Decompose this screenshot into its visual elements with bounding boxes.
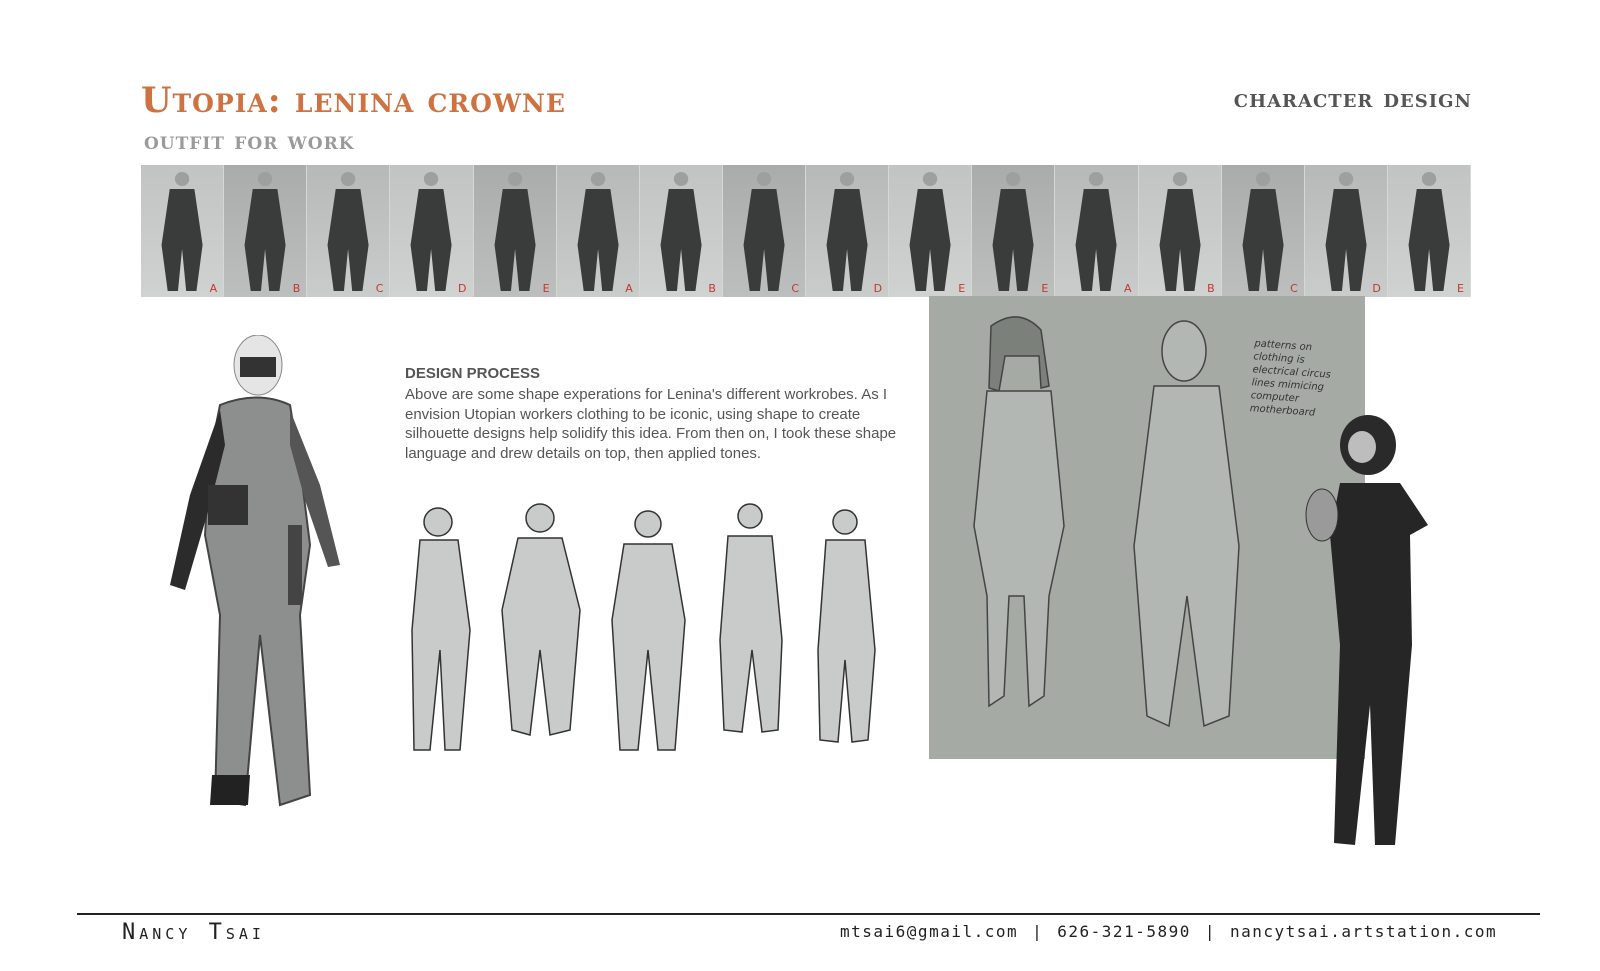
thumbnail	[806, 165, 889, 297]
silhouette	[1222, 165, 1304, 297]
sketch-figure-4	[720, 504, 782, 732]
panel-figure-hooded	[974, 317, 1064, 706]
silhouette	[141, 165, 223, 297]
silhouette	[972, 165, 1054, 297]
thumbnail-letter: A	[625, 282, 633, 295]
thumbnail-letter: A	[1123, 282, 1132, 295]
silhouette	[390, 165, 472, 297]
sketch-figure-3	[612, 511, 685, 750]
thumbnail	[889, 165, 972, 297]
silhouette	[1305, 165, 1387, 297]
thumbnail	[141, 165, 224, 297]
thumbnail	[972, 165, 1055, 297]
sketch-figure-5	[818, 510, 875, 742]
thumbnail	[390, 165, 473, 297]
thumbnail	[224, 165, 307, 297]
thumbnail-letter: B	[1207, 282, 1215, 295]
author-name: Nancy Tsai	[122, 920, 265, 945]
sketch-figure-1	[412, 508, 470, 750]
contact-line	[840, 922, 1500, 941]
silhouette	[1139, 165, 1221, 297]
silhouette	[806, 165, 888, 297]
silhouette	[557, 165, 639, 297]
figure-dark-right	[1300, 405, 1440, 850]
thumbnail	[1222, 165, 1305, 297]
thumbnail	[307, 165, 390, 297]
thumbnail-letter: D	[873, 282, 883, 295]
thumbnail-letter: C	[1290, 282, 1298, 295]
silhouette	[640, 165, 722, 297]
phone-number: 626-321-5890	[1057, 922, 1191, 941]
handwritten-note: patterns on clothing is electrical circus lines mimicing computer motherboard	[1249, 338, 1332, 419]
thumbnail	[640, 165, 723, 297]
website-link[interactable]: nancytsai.artstation.com	[1230, 922, 1498, 941]
silhouette	[1388, 165, 1470, 297]
thumbnail	[1139, 165, 1222, 297]
thumbnail	[723, 165, 806, 297]
thumbnail	[1305, 165, 1388, 297]
thumbnail	[557, 165, 640, 297]
silhouette	[723, 165, 805, 297]
thumbnail-letter: E	[958, 282, 966, 295]
thumbnail-letter: D	[1372, 282, 1381, 295]
sketch-figure-2	[502, 504, 580, 735]
footer-divider	[77, 913, 1540, 915]
thumbnail-letter: E	[1457, 282, 1464, 295]
figure-large-left	[150, 335, 370, 835]
thumbnail	[1388, 165, 1471, 297]
design-process-heading: DESIGN PROCESS	[405, 365, 541, 382]
thumbnail-letter: B	[292, 282, 301, 295]
thumbnail	[1055, 165, 1138, 297]
thumbnail	[474, 165, 557, 297]
page-subtitle: outfit for work	[144, 126, 355, 155]
thumbnail-letter: D	[458, 282, 467, 295]
thumbnail-strip	[141, 165, 1471, 297]
page-title: Utopia: lenina crowne	[141, 80, 566, 121]
silhouette	[307, 165, 389, 297]
design-process-body: Above are some shape experations for Lenina's different workrobes. As I envision Utopian workers clothing to be iconic, using shape to create silhouette designs help solidify this idea. From then on, I took these shape language and drew details on top, then applied tones.	[405, 386, 897, 462]
thumbnail-letter: A	[209, 282, 218, 295]
thumbnail-letter: E	[1041, 282, 1049, 295]
silhouette	[889, 165, 971, 297]
section-label: character design	[1233, 84, 1472, 114]
email-link[interactable]: mtsai6@gmail.com	[840, 922, 1019, 941]
silhouette	[224, 165, 306, 297]
separator: |	[1032, 922, 1044, 941]
thumbnail-letter: C	[791, 282, 799, 295]
silhouette	[1055, 165, 1137, 297]
thumbnail-letter: C	[375, 282, 384, 295]
thumbnail-letter: B	[708, 282, 716, 295]
silhouette	[474, 165, 556, 297]
panel-figure-long-hair	[1134, 321, 1239, 726]
sketch-figure-row	[390, 500, 900, 770]
separator: |	[1204, 922, 1216, 941]
thumbnail-letter: E	[542, 282, 550, 295]
